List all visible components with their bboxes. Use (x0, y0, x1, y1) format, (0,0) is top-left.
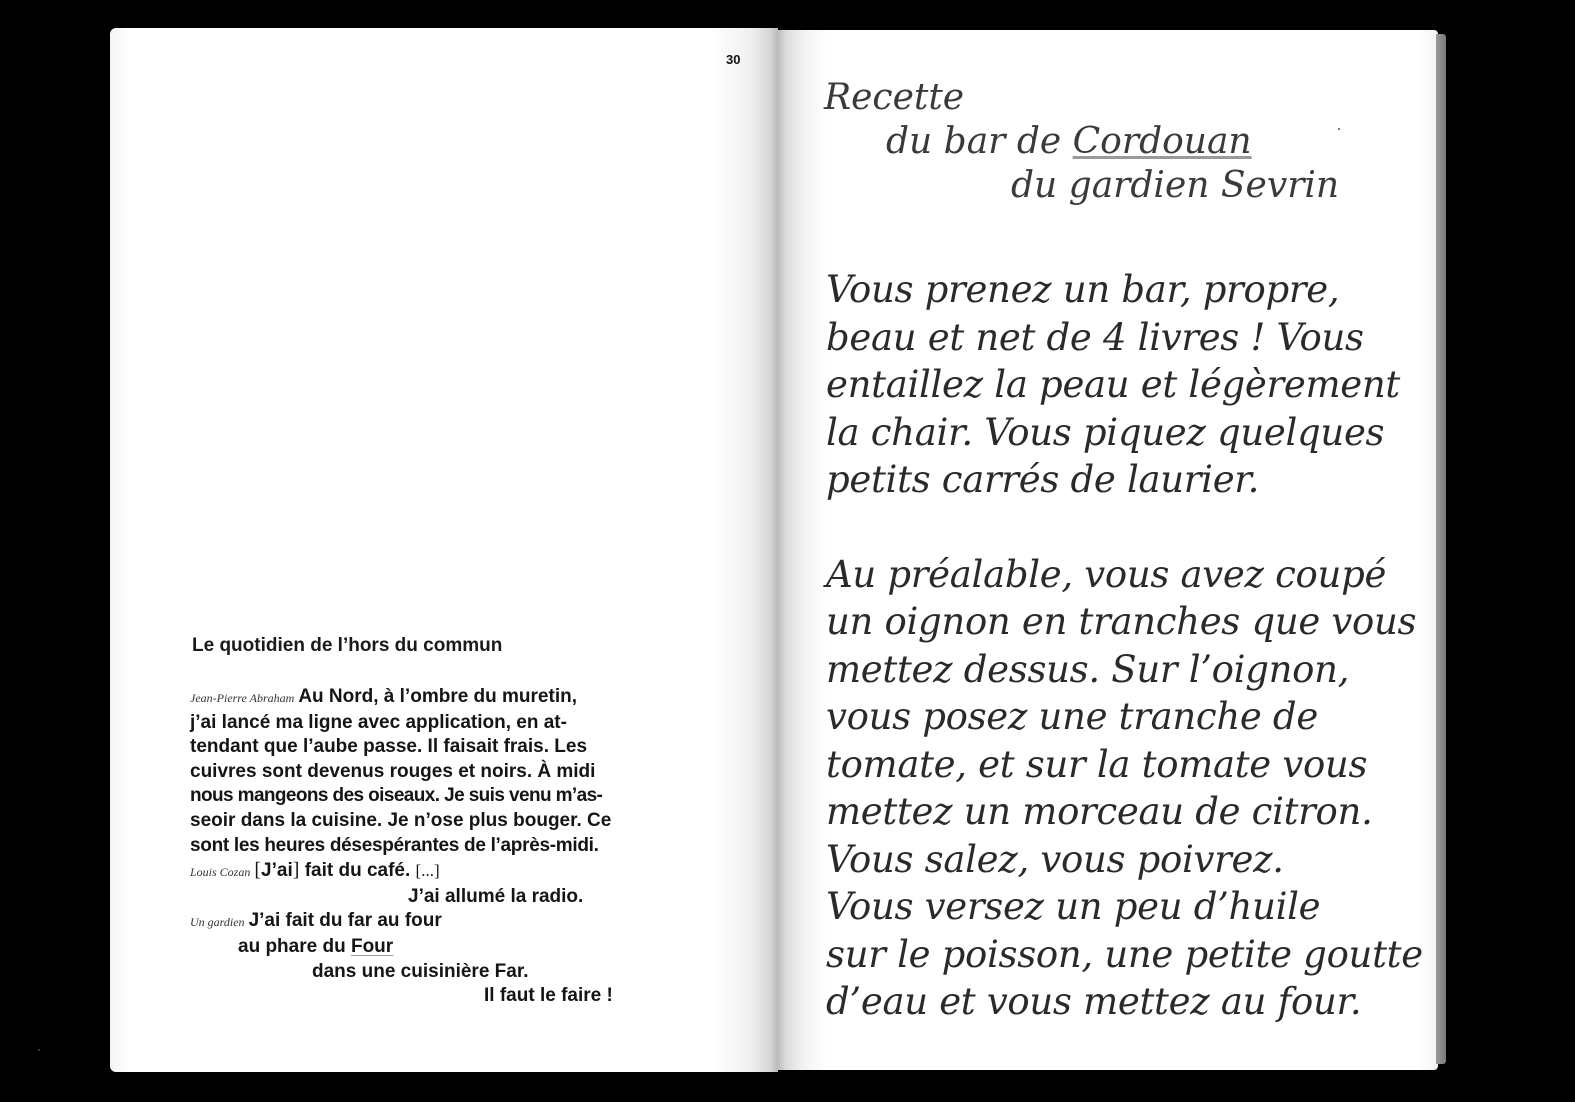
text-line (190, 858, 670, 885)
text-line: j’ai lancé ma ligne avec application, en at- (190, 711, 567, 733)
bracket: ] (292, 859, 300, 882)
body-line: Vous versez un peu d’huile (826, 885, 1321, 928)
paper-speck (1338, 128, 1340, 130)
speaker-name: Louis Cozan (190, 865, 251, 880)
title-line: du gardien Sevrin (1011, 165, 1340, 206)
title-line: Recette (824, 77, 965, 118)
text-line (190, 685, 670, 711)
text-line: cuivres sont devenus rouges et noirs. À midi (190, 760, 596, 782)
text-line: seoir dans la cuisine. Je n’ose plus bouger. Ce (190, 809, 612, 831)
body-line: un oignon en tranches que vous (826, 600, 1417, 643)
recipe-paragraph (826, 266, 1426, 504)
body-line: mettez dessus. Sur l’oignon, (826, 647, 1350, 691)
body-line: Vous prenez un bar, propre, (826, 268, 1340, 311)
text-fragment: fait du café. (304, 860, 411, 882)
text-line: tendant que l’aube passe. Il faisait frais. Les (190, 736, 588, 758)
body-line: beau et net de 4 livres ! Vous (826, 315, 1364, 359)
speaker-name: Jean-Pierre Abraham (190, 691, 295, 705)
text-line: Il faut le faire ! (484, 985, 613, 1007)
title-line (824, 120, 1339, 164)
text-fragment: au phare du (238, 935, 346, 957)
section-title: Le quotidien de l’hors du commun (192, 635, 503, 656)
body-line: Vous salez, vous poivrez. (826, 837, 1284, 881)
recipe-body (826, 266, 1426, 1026)
underlined-word: Four (350, 935, 394, 957)
body-line: d’eau et vous mettez au four. (826, 980, 1362, 1023)
bracket: [ (254, 859, 262, 882)
page-block-edge (1436, 34, 1446, 1064)
body-line: entaillez la peau et légèrement (826, 363, 1400, 406)
text-line: nous mangeons des oiseaux. Je suis venu m’as- (190, 785, 603, 807)
text-line: sont les heures désespérantes de l’après-midi. (190, 834, 599, 856)
right-page (778, 30, 1438, 1070)
dialogue-text (190, 685, 670, 1009)
body-line: petits carrés de laurier. (826, 458, 1260, 501)
title-fragment: du bar de (886, 121, 1062, 162)
ellipsis: [...] (415, 861, 440, 881)
underlined-word: Cordouan (1072, 121, 1252, 162)
speaker-name: Un gardien (190, 915, 245, 930)
body-line: vous posez une tranche de (826, 695, 1318, 738)
recipe-title (824, 76, 1339, 208)
recipe-paragraph (826, 551, 1426, 1026)
text-line (190, 935, 670, 960)
text-fragment: Au Nord, à l’ombre du muretin, (298, 686, 577, 707)
text-fragment: J’ai fait du far au four (248, 910, 442, 932)
text-line: J’ai allumé la radio. (408, 885, 584, 907)
body-line: Au préalable, vous avez coupé (826, 552, 1387, 596)
body-line: mettez un morceau de citron. (826, 790, 1373, 833)
left-page (110, 28, 778, 1072)
text-line (190, 909, 670, 935)
body-line: sur le poisson, une petite goutte (826, 932, 1423, 976)
paper-speck (38, 1049, 40, 1051)
text-line: dans une cuisinière Far. (312, 960, 529, 982)
body-line: la chair. Vous piquez quelques (826, 410, 1385, 454)
text-fragment: J’ai (261, 860, 293, 882)
body-line: tomate, et sur la tomate vous (826, 742, 1368, 786)
page-number: 30 (726, 52, 741, 67)
